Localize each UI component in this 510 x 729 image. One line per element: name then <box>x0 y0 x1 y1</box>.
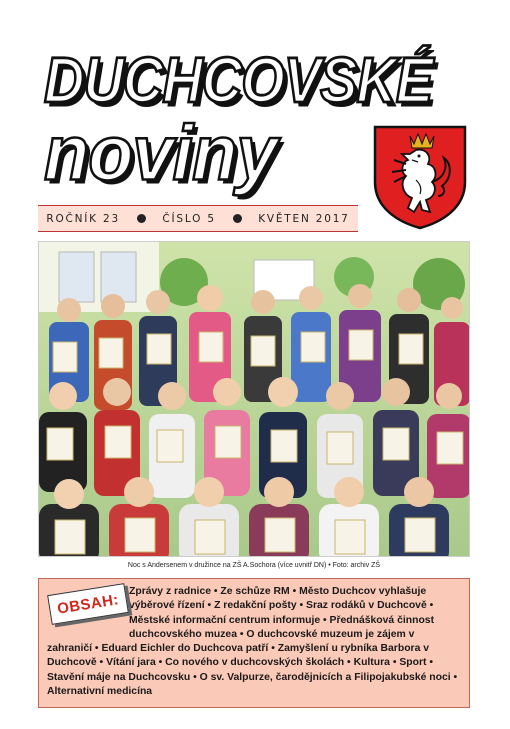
cover-photo <box>38 241 470 557</box>
masthead-title-line2: noviny <box>44 109 277 197</box>
issue-info-bar <box>38 205 358 232</box>
separator-dot-icon <box>233 214 242 223</box>
contents-list: Zprávy z radnice • Ze schůze RM • Město Duchcov vyhlašuje výběrové řízení • Z redakční pošty • Sraz rodáků v Duchcově • Městské informační centrum informuje • Přednášková činnost duchcovského muzea • O duchcovské muzeum je zájem v zahraničí • Eduard Eichler do Duchcova patří • Zamyšlení u rybníka Barbora v Duchcově • Vítání jara • Co nového v duchcovských školách • Kultura • Sport • Stavění máje na Duchcovsku • O sv. Valpurze, čarodějnicích a Filipojakubské noci • Alternativní medicína <box>47 586 458 698</box>
cover-photo-image <box>39 242 470 557</box>
coat-of-arms-lion-icon <box>372 124 468 230</box>
contents-box <box>38 578 470 708</box>
contents-label: OBSAH: <box>47 583 129 625</box>
issue-volume: ROČNÍK 23 <box>46 212 120 225</box>
issue-number: ČÍSLO 5 <box>162 212 216 225</box>
photo-caption: Noc s Andersenem v družince na ZŠ A.Sochora (více uvnitř DN) • Foto: archiv ZŠ <box>127 562 381 569</box>
separator-dot-icon <box>137 214 146 223</box>
masthead-title-line1: DUCHCOVSKÉ <box>44 43 433 116</box>
issue-month: KVĚTEN 2017 <box>258 212 350 225</box>
